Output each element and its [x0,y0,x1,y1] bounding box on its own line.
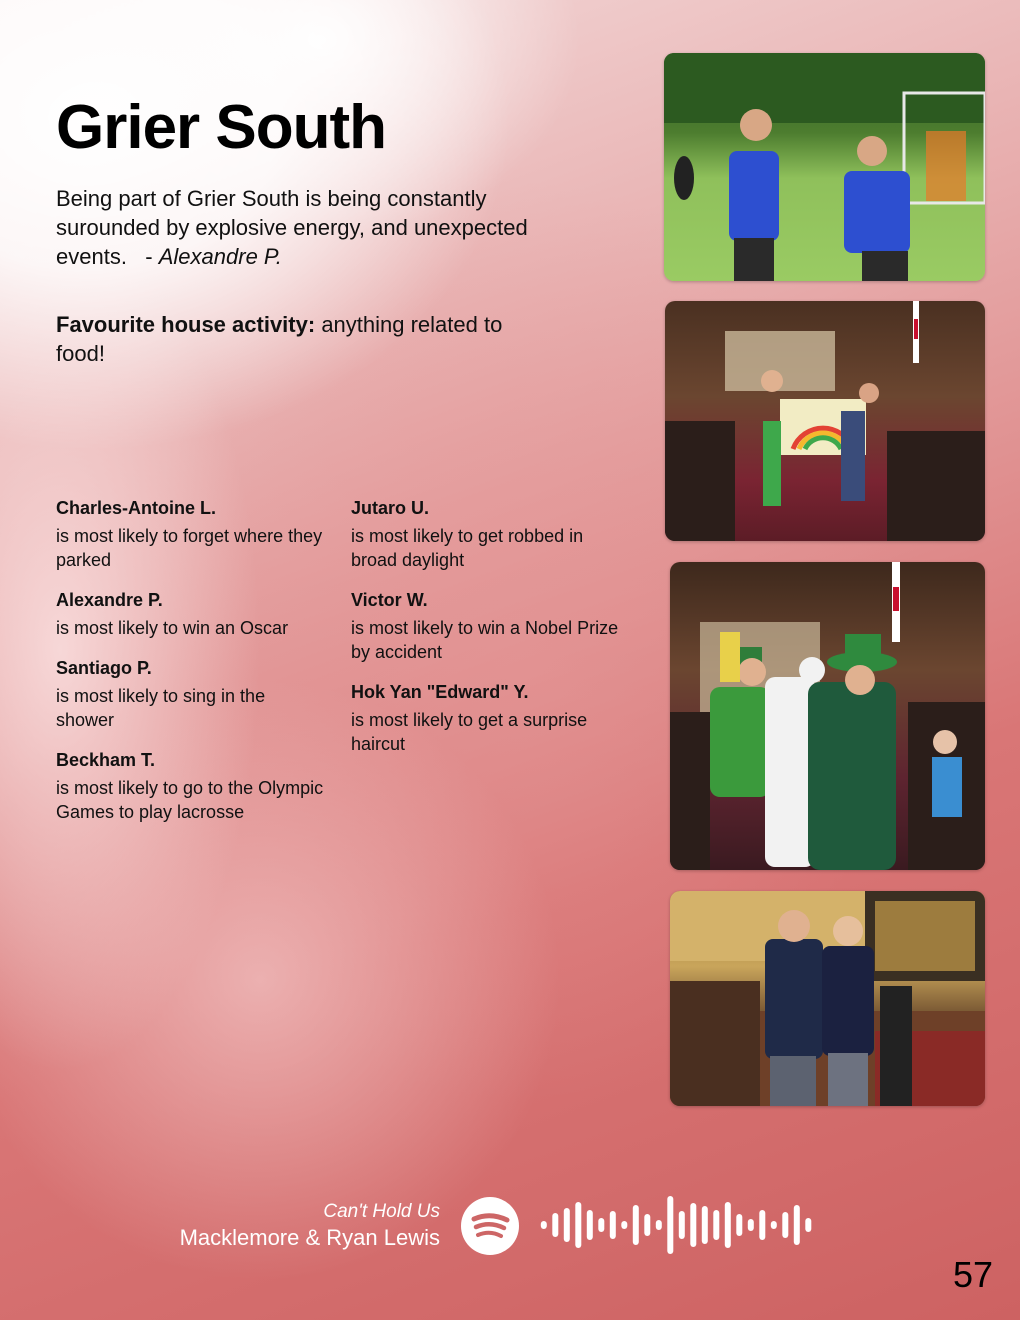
spotify-code-bar [541,1221,547,1229]
superlative-entry [351,588,621,664]
student-name: Alexandre P. [56,590,163,610]
song-credit [180,1200,440,1252]
quote-author: Alexandre P. [158,244,282,269]
spotify-logo-icon [461,1197,519,1255]
student-name: Jutaro U. [351,498,430,518]
spotify-code-bar [794,1205,800,1245]
student-name: Hok Yan "Edward" Y. [351,682,529,702]
page-title: Grier South [56,93,387,162]
spotify-code-bar [805,1218,811,1232]
superlative-description: is most likely to sing in the shower [56,686,266,730]
spotify-code-bar [679,1211,685,1239]
superlative-entry [351,496,621,572]
spotify-code-bar [587,1210,593,1240]
spotify-code-bar [748,1219,754,1231]
superlative-description: is most likely to forget where they parked [56,526,323,570]
superlative-entry [56,748,326,824]
superlative-entry [351,680,621,756]
superlative-entry [56,588,326,640]
student-name: Victor W. [351,590,428,610]
superlative-entry [56,656,326,732]
spotify-code-bar [736,1214,742,1236]
photo-field-students [664,53,985,281]
spotify-code-bar [713,1210,719,1240]
favourite-activity-label: Favourite house activity: [56,312,316,337]
page-number: 57 [953,1254,994,1295]
spotify-code-bar [575,1202,581,1248]
spotify-code-bar [598,1218,604,1232]
song-artist: Macklemore & Ryan Lewis [179,1225,440,1250]
favourite-activity-value: anything related to food! [56,312,503,366]
spotify-code-icon [538,1195,814,1255]
superlative-description: is most likely to win an Oscar [56,618,289,638]
spotify-code-bar [725,1202,731,1248]
spotify-code-bar [771,1221,777,1229]
spotify-code-bar [621,1221,627,1229]
intro-text: Being part of Grier South is being constantly surounded by explosive energy, and unexpected events. [56,186,528,269]
spotify-code-bar [564,1208,570,1242]
spotify-code-bar [667,1196,673,1254]
intro-quote [56,184,596,271]
spotify-code-bar [782,1212,788,1238]
photo-chapel-award [670,891,985,1106]
superlatives-left-column [56,496,326,840]
photo-hall-banner [665,301,985,541]
superlative-entry [56,496,326,572]
spotify-code-bar [759,1210,765,1240]
song-title: Can't Hold Us [323,1201,440,1222]
spotify-code-bar [690,1203,696,1247]
spotify-code-bar [656,1220,662,1230]
spotify-code-bar [702,1206,708,1244]
spotify-code-bar [610,1211,616,1239]
student-name: Charles-Antoine L. [56,498,217,518]
superlative-description: is most likely to get robbed in broad daylight [351,526,584,570]
photo-costume-procession [670,562,985,870]
superlatives-right-column [351,496,621,772]
superlative-description: is most likely to get a surprise haircut [351,710,588,754]
spotify-code-bar [644,1214,650,1236]
student-name: Beckham T. [56,750,156,770]
favourite-activity [56,310,536,368]
superlative-description: is most likely to win a Nobel Prize by accident [351,618,619,662]
spotify-code-bar [633,1205,639,1245]
intro-separator: - [145,244,159,269]
superlative-description: is most likely to go to the Olympic Games to play lacrosse [56,778,324,822]
student-name: Santiago P. [56,658,152,678]
spotify-code-bar [552,1213,558,1237]
